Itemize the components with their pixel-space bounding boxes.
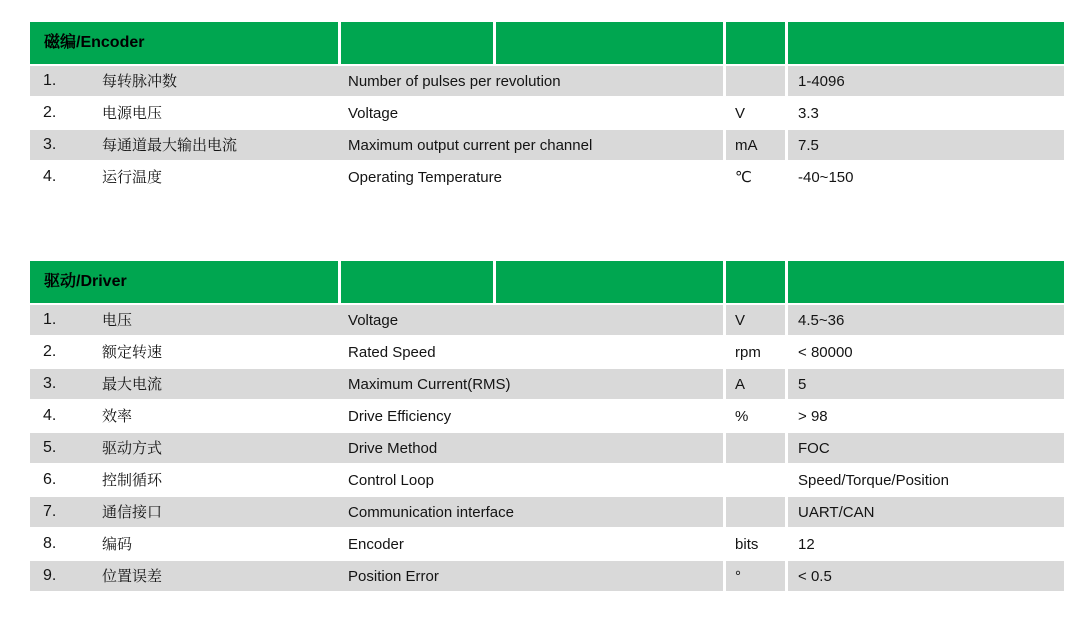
table-row: [30, 433, 1064, 465]
value-cell: FOC: [785, 433, 1064, 465]
value-cell: -40~150: [785, 162, 1064, 194]
header-value-cell: [785, 22, 1064, 66]
param-name-cn: 位置误差: [95, 561, 338, 593]
param-name-en: Maximum Current(RMS): [338, 369, 723, 401]
table-row: [30, 369, 1064, 401]
value-cell: 5: [785, 369, 1064, 401]
value-cell: 7.5: [785, 130, 1064, 162]
value-cell: < 80000: [785, 337, 1064, 369]
row-number: 1.: [30, 305, 95, 337]
table-row: [30, 529, 1064, 561]
row-number: 2.: [30, 337, 95, 369]
unit-cell: mA: [723, 130, 785, 162]
header-spacer-cell: [338, 22, 493, 66]
param-name-en: Voltage: [338, 305, 723, 337]
unit-cell: ℃: [723, 162, 785, 194]
encoder-table: [30, 22, 1064, 194]
unit-cell: A: [723, 369, 785, 401]
param-name-en: Drive Efficiency: [338, 401, 723, 433]
table-title: 驱动/Driver: [30, 261, 338, 305]
row-number: 7.: [30, 497, 95, 529]
unit-cell: [723, 66, 785, 98]
header-spacer-cell: [493, 22, 723, 66]
header-unit-cell: [723, 22, 785, 66]
unit-cell: °: [723, 561, 785, 593]
table-row: [30, 305, 1064, 337]
param-name-cn: 额定转速: [95, 337, 338, 369]
table-row: [30, 130, 1064, 162]
header-unit-cell: [723, 261, 785, 305]
table-row: [30, 162, 1064, 194]
row-number: 6.: [30, 465, 95, 497]
param-name-cn: 通信接口: [95, 497, 338, 529]
param-name-en: Drive Method: [338, 433, 723, 465]
row-number: 4.: [30, 401, 95, 433]
table-row: [30, 561, 1064, 593]
value-cell: 12: [785, 529, 1064, 561]
row-number: 9.: [30, 561, 95, 593]
value-cell: Speed/Torque/Position: [785, 465, 1064, 497]
param-name-cn: 每转脉冲数: [95, 66, 338, 98]
param-name-en: Voltage: [338, 98, 723, 130]
param-name-en: Position Error: [338, 561, 723, 593]
param-name-cn: 电压: [95, 305, 338, 337]
header-value-cell: [785, 261, 1064, 305]
param-name-cn: 驱动方式: [95, 433, 338, 465]
unit-cell: [723, 433, 785, 465]
param-name-cn: 控制循环: [95, 465, 338, 497]
param-name-en: Control Loop: [338, 465, 723, 497]
param-name-cn: 运行温度: [95, 162, 338, 194]
row-number: 2.: [30, 98, 95, 130]
table-row: [30, 497, 1064, 529]
unit-cell: [723, 497, 785, 529]
table-header-row: [30, 261, 1064, 305]
unit-cell: V: [723, 305, 785, 337]
row-number: 4.: [30, 162, 95, 194]
unit-cell: [723, 465, 785, 497]
header-spacer-cell: [338, 261, 493, 305]
unit-cell: V: [723, 98, 785, 130]
driver-table: [30, 261, 1064, 593]
value-cell: < 0.5: [785, 561, 1064, 593]
param-name-en: Communication interface: [338, 497, 723, 529]
unit-cell: rpm: [723, 337, 785, 369]
param-name-en: Encoder: [338, 529, 723, 561]
param-name-en: Rated Speed: [338, 337, 723, 369]
param-name-cn: 每通道最大输出电流: [95, 130, 338, 162]
table-row: [30, 337, 1064, 369]
row-number: 5.: [30, 433, 95, 465]
value-cell: 3.3: [785, 98, 1064, 130]
table-row: [30, 465, 1064, 497]
header-spacer-cell: [493, 261, 723, 305]
table-header-row: [30, 22, 1064, 66]
table-title: 磁编/Encoder: [30, 22, 338, 66]
value-cell: > 98: [785, 401, 1064, 433]
param-name-en: Operating Temperature: [338, 162, 723, 194]
row-number: 1.: [30, 66, 95, 98]
value-cell: 4.5~36: [785, 305, 1064, 337]
unit-cell: %: [723, 401, 785, 433]
table-row: [30, 66, 1064, 98]
table-row: [30, 98, 1064, 130]
param-name-cn: 最大电流: [95, 369, 338, 401]
unit-cell: bits: [723, 529, 785, 561]
param-name-cn: 编码: [95, 529, 338, 561]
param-name-cn: 效率: [95, 401, 338, 433]
value-cell: 1-4096: [785, 66, 1064, 98]
row-number: 3.: [30, 369, 95, 401]
param-name-en: Maximum output current per channel: [338, 130, 723, 162]
param-name-cn: 电源电压: [95, 98, 338, 130]
row-number: 3.: [30, 130, 95, 162]
value-cell: UART/CAN: [785, 497, 1064, 529]
row-number: 8.: [30, 529, 95, 561]
param-name-en: Number of pulses per revolution: [338, 66, 723, 98]
table-row: [30, 401, 1064, 433]
